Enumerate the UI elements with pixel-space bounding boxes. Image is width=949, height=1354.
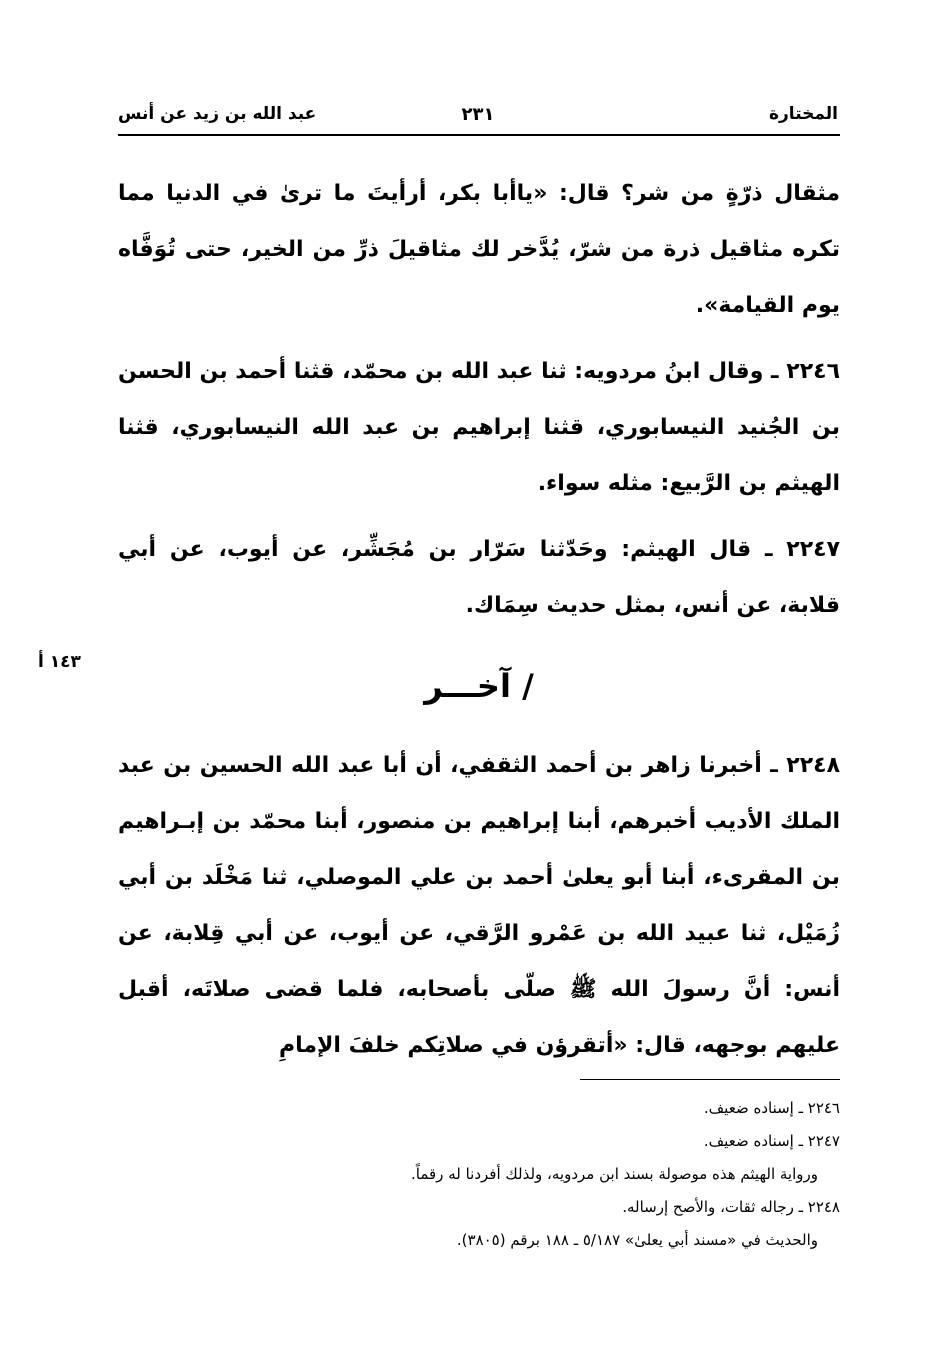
running-head: [118, 96, 838, 130]
footnote-2248-source: والحديث في «مسند أبي يعلىٰ» ٥/١٨٧ ـ ١٨٨ برقم (٣٨٠٥).: [456, 1231, 818, 1249]
main-text: [118, 166, 840, 1084]
hadith-2248: ٢٢٤٨ ـ أخبرنا زاهر بن أحمد الثقفي، أن أبا عبد الله الحسين بن عبد الملك الأديب أخبرهم، أبنا إبراهيم بن منصور، أبنا محمّد بن إبـراهيم بن المقرىء، أبنا أبو يعلىٰ أحمد بن علي الموصلي، ثنا مَخْلَد بن أبي زُمَيْل، ثنا عبيد الله بن عَمْرو الرَّقي، عن أيوب، عن أبي قِلابة، عن أنس: أنَّ رسولَ الله ﷺ صلّى بأصحابه، فلما قضى صلاتَه، أقبل عليهم بوجهه، قال: «أتقرؤن في صلاتِكم خلفَ الإمامِ: [118, 753, 840, 1058]
hadith-2246: ٢٢٤٦ ـ وقال ابنُ مردويه: ثنا عبد الله بن محمّد، قثنا أحمد بن الحسن بن الجُنيد النيسابوري، قثنا إبراهيم بن عبد الله النيسابوري، قثنا الهيثم بن الرَّبيع: مثله سواء.: [118, 359, 840, 496]
header-rule: [118, 134, 840, 136]
footnotes: [118, 1092, 840, 1257]
section-heading: / آخـــر: [424, 667, 534, 705]
header-chapter-title: عبد الله بن زيد عن أنس: [118, 104, 317, 124]
footnote-2248: ٢٢٤٨ ـ رجاله ثقات، والأصح إرساله.: [622, 1198, 840, 1216]
hadith-2247: ٢٢٤٧ ـ قال الهيثم: وحَدّثنا سَرّار بن مُجَشِّر، عن أيوب، عن أبي قلابة، عن أنس، بمثل حديث سِمَاك.: [118, 537, 840, 618]
page-number: ٢٣١: [461, 104, 495, 125]
footnote-2247: ٢٢٤٧ ـ إسناده ضعيف.: [703, 1132, 840, 1150]
footnote-rule: [580, 1079, 840, 1080]
header-book-title: المختارة: [768, 104, 838, 124]
footnote-2246: ٢٢٤٦ ـ إسناده ضعيف.: [703, 1099, 840, 1117]
manuscript-folio-note: ١٤٣ أ: [38, 652, 81, 672]
footnote-2247-note: ورواية الهيثم هذه موصولة بسند ابن مردويه، ولذلك أفردنا له رقماً.: [411, 1165, 818, 1183]
paragraph-continuation: مثقال ذرّةٍ من شر؟ قال: «ياأبا بكر، أرأيتَ ما ترىٰ في الدنيا مما تكره مثاقيل ذرة من شرّ، يُدَّخر لك مثاقيلَ ذرِّ من الخير، حتى تُوَفَّاه يوم القيامة».: [118, 181, 840, 318]
